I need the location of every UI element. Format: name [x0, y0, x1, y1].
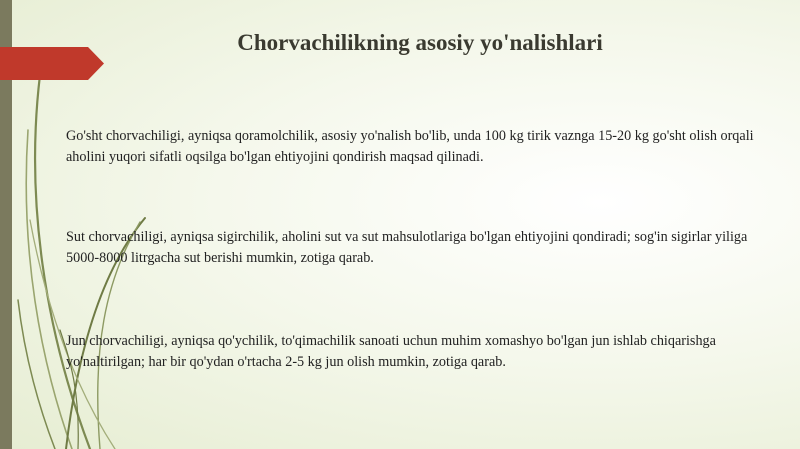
- paragraph-dairy: Sut chorvachiligi, ayniqsa sigirchilik, aholini sut va sut mahsulotlariga bo'lgan ehtiyojini qondiradi; sog'in sigirlar yiliga 5000-8000 litrgacha sut berishi mumkin, zotiga qarab.: [66, 229, 748, 266]
- paragraph-wool: Jun chorvachiligi, ayniqsa qo'ychilik, to'qimachilik sanoati uchun muhim xomashyo bo'lgan jun ishlab chiqarishga yo'naltirilgan; har bir qo'ydan o'rtacha 2-5 kg jun olish mumkin, zotiga qarab.: [66, 333, 716, 370]
- slide-title: Chorvachilikning asosiy yo'nalishlari: [237, 30, 603, 55]
- paragraph-meat: Go'sht chorvachiligi, ayniqsa qoramolchilik, asosiy yo'nalish bo'lib, unda 100 kg tirik vaznga 15-20 kg go'sht olish orqali aholini yuqori sifatli oqsilga bo'lgan ehtiyojini qondirish maqsad qilinadi.: [66, 128, 754, 165]
